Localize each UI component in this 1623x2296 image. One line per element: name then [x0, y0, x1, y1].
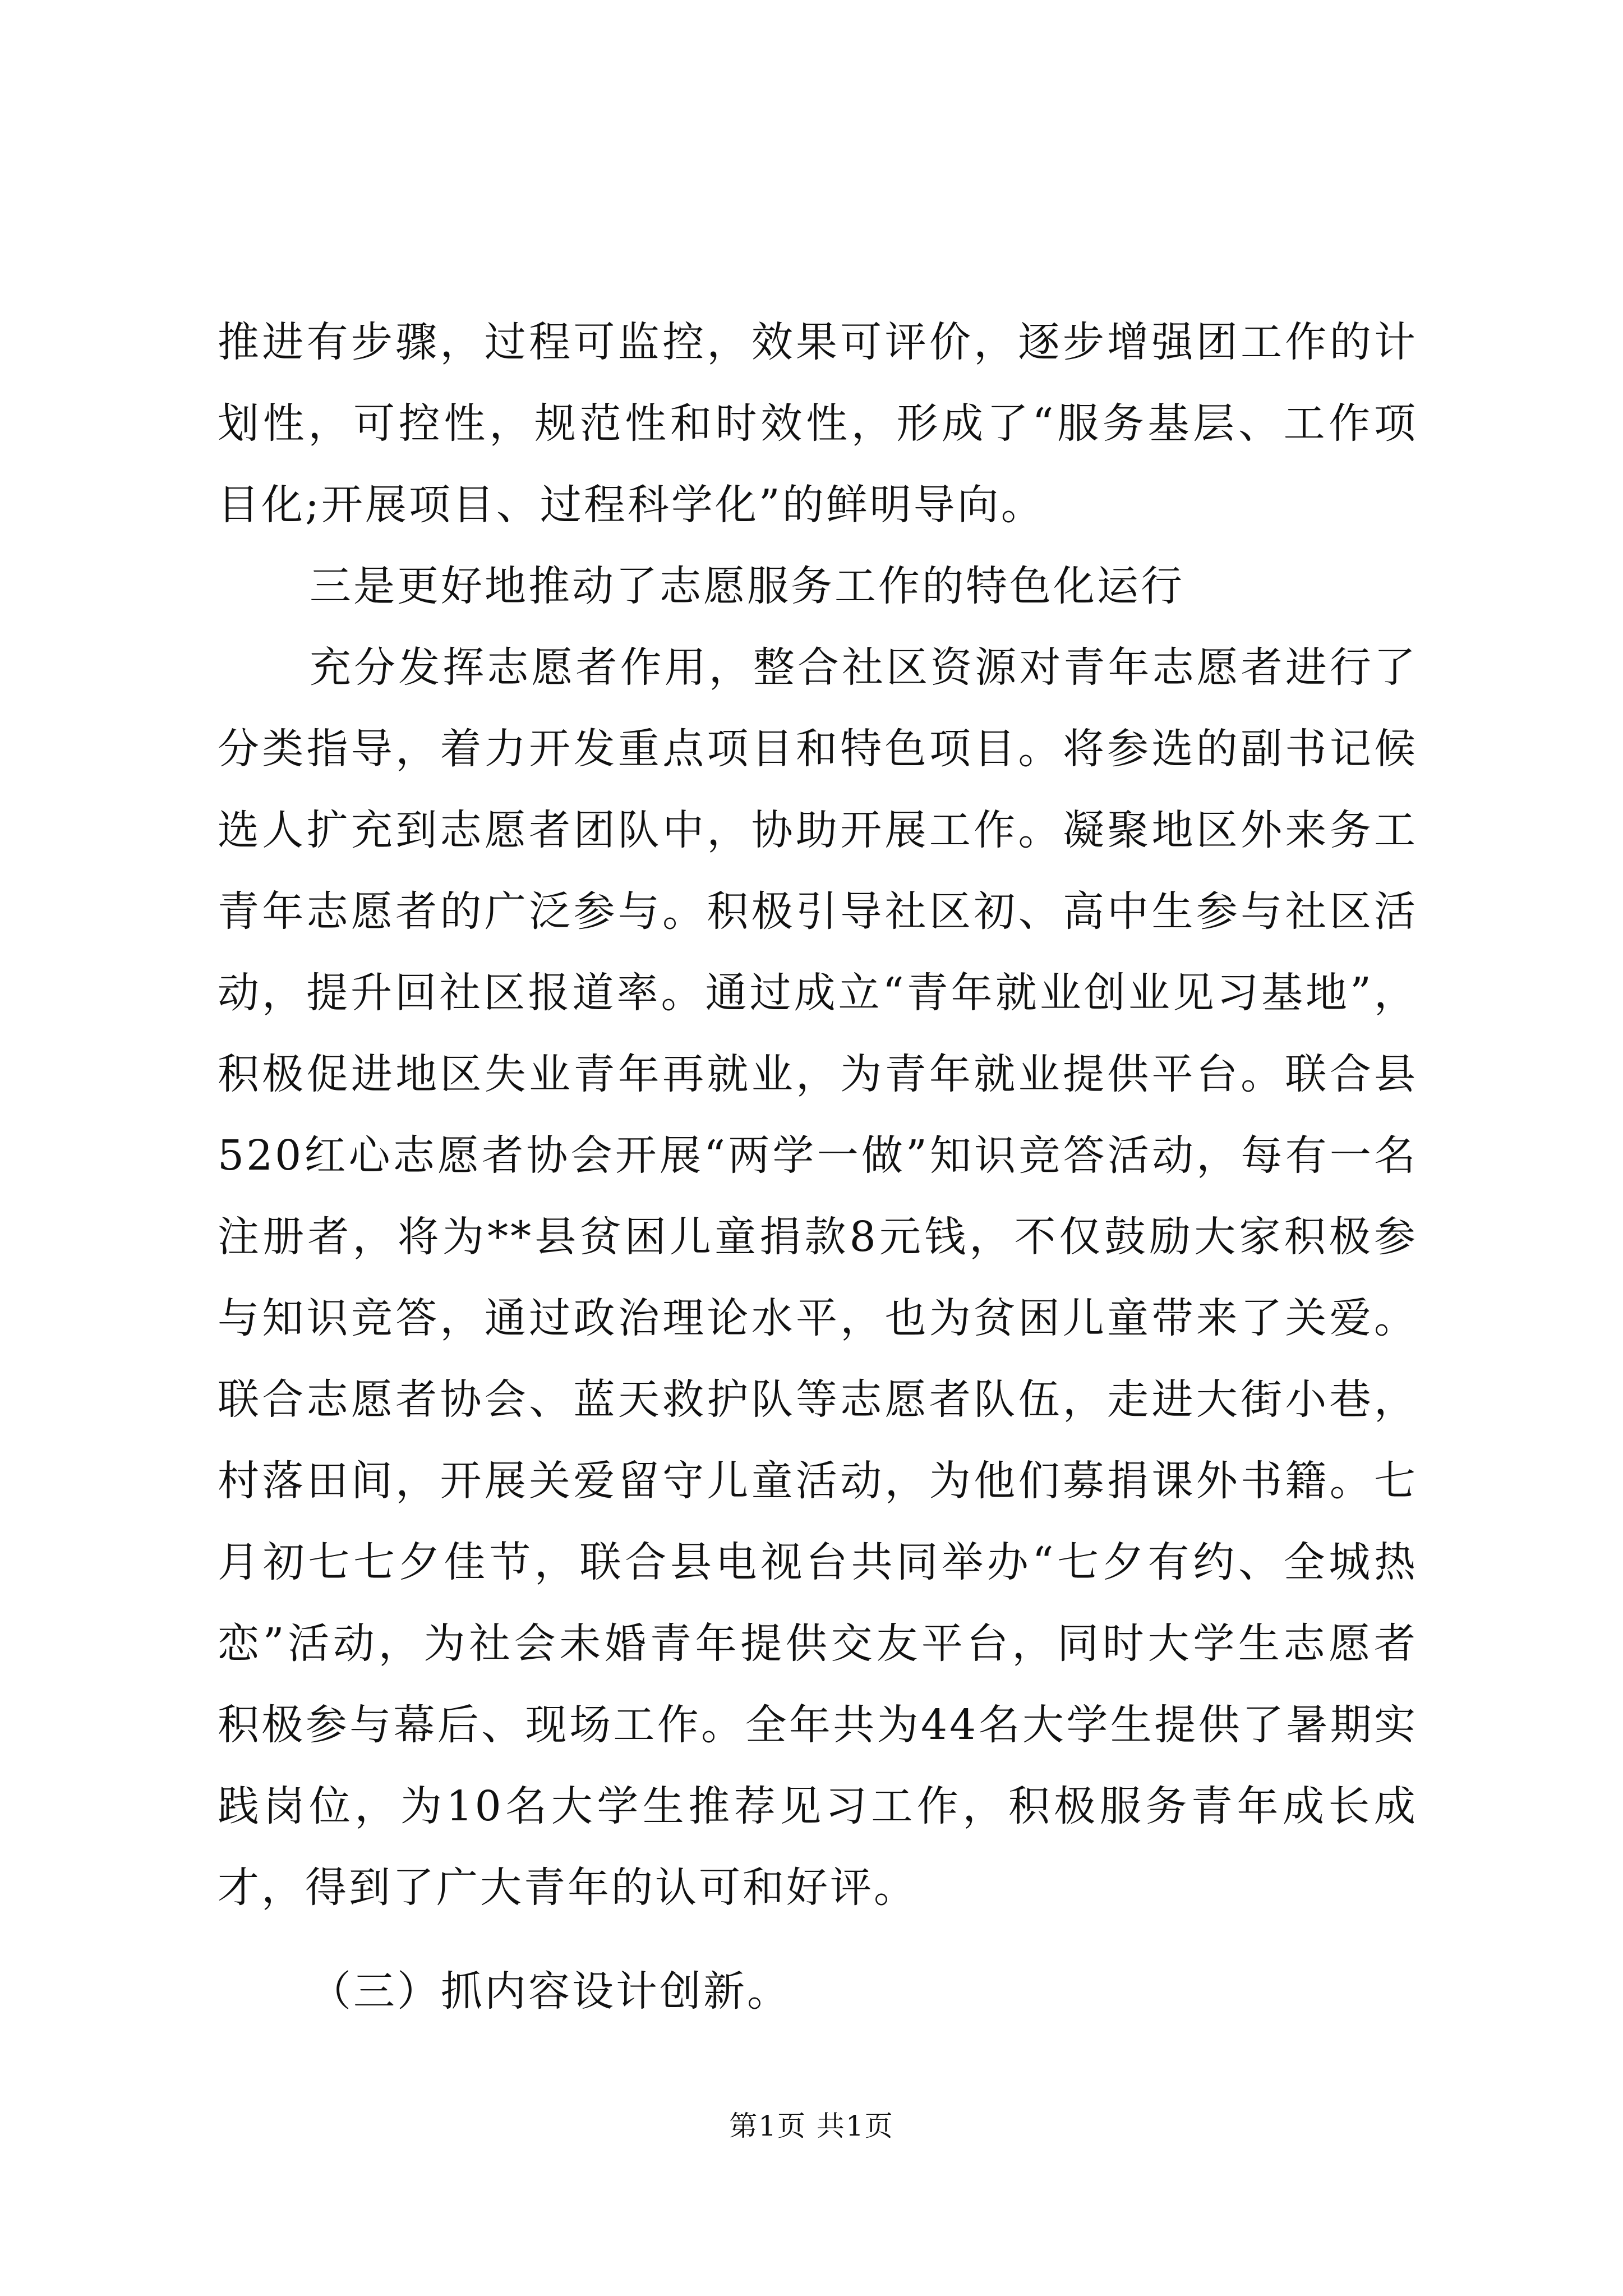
paragraph-subheading: 三是更好地推动了志愿服务工作的特色化运行 [310, 562, 1184, 610]
page-footer: 第1页 共1页 [729, 2110, 894, 2142]
document-body [218, 302, 1418, 2032]
paragraph-continuation: 推进有步骤，过程可监控，效果可评价，逐步增强团工作的计划性，可控性，规范性和时效性，形成了“服务基层、工作项目化;开展项目、过程科学化”的鲜明导向。 [218, 318, 1418, 529]
section-heading: （三）抓内容设计创新。 [310, 1967, 791, 2016]
paragraph-volunteer-service: 充分发挥志愿者作用，整合社区资源对青年志愿者进行了分类指导，着力开发重点项目和特色项目。将参选的副书记候选人扩充到志愿者团队中，协助开展工作。凝聚地区外来务工青年志愿者的广泛参与。积极引导社区初、高中生参与社区活动，提升回社区报道率。通过成立“青年就业创业见习基地”，积极促进地区失业青年再就业，为青年就业提供平台。联合县520红心志愿者协会开展“两学一做”知识竞答活动，每有一名注册者，将为**县贫困儿童捐款8元钱，不仅鼓励大家积极参与知识竞答，通过政治理论水平，也为贫困儿童带来了关爱。联合志愿者协会、蓝天救护队等志愿者队伍，走进大街小巷，村落田间，开展关爱留守儿童活动，为他们募捐课外书籍。七月初七七夕佳节，联合县电视台共同举办“七夕有约、全城热恋”活动，为社会未婚青年提供交友平台，同时大学生志愿者积极参与幕后、现场工作。全年共为44名大学生提供了暑期实践岗位，为10名大学生推荐见习工作，积极服务青年成长成才，得到了广大青年的认可和好评。 [218, 643, 1418, 1912]
